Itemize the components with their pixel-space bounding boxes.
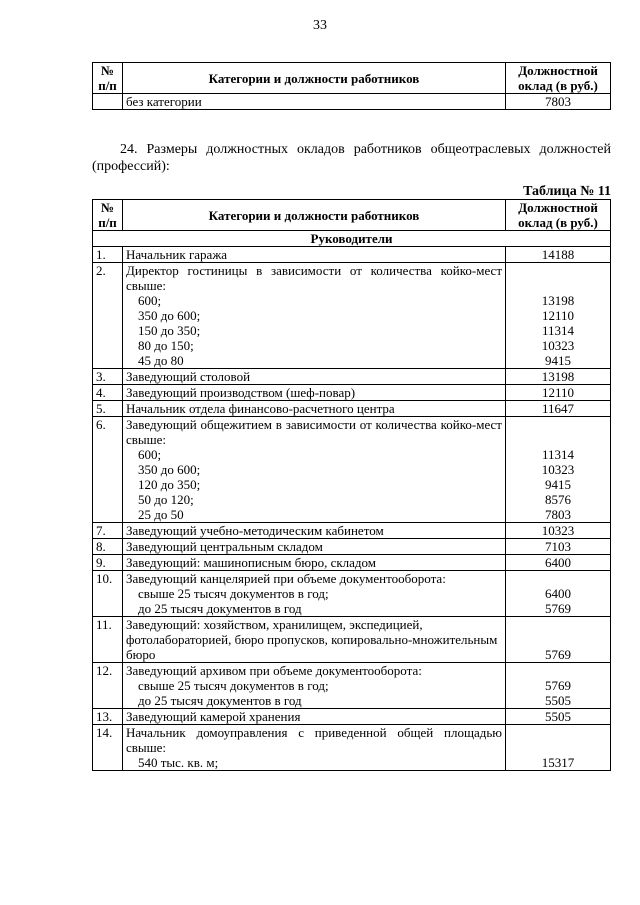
row-sub-item: до 25 тысяч документов в год [138, 601, 302, 616]
row-name-text: Директор гостиницы в зависимости от количества койко-мест свыше: [126, 263, 502, 293]
salary-table-11 [92, 199, 611, 771]
row-sub-salary: 5769 [545, 678, 571, 693]
row-salary-value: 7103 [545, 539, 571, 554]
row-name-text: Заведующий центральным складом [126, 539, 323, 554]
header-category: Категории и должности работников [123, 63, 506, 94]
row-salary-value: 5769 [545, 647, 571, 662]
row-sub-item: 25 до 50 [138, 507, 184, 522]
row-salary [506, 709, 611, 725]
row-salary-value: 6400 [545, 555, 571, 570]
row-salary [506, 263, 611, 369]
table-row [93, 539, 611, 555]
header-category: Категории и должности работников [123, 200, 506, 231]
row-num: 1. [93, 247, 123, 263]
row-salary [506, 617, 611, 663]
row-salary-value: 11647 [541, 401, 575, 416]
row-salary-value: 14188 [541, 247, 575, 262]
row-num: 8. [93, 539, 123, 555]
table-header-row [93, 63, 611, 94]
header-num: № п/п [93, 200, 123, 231]
row-name [123, 571, 506, 617]
row-name-text: Заведующий учебно-методическим кабинетом [126, 523, 384, 538]
row-name-text: Начальник домоуправления с приведенной общей площадью свыше: [126, 725, 502, 755]
table-row [93, 709, 611, 725]
row-sub-item: 350 до 600; [138, 462, 201, 477]
row-num: 2. [93, 263, 123, 369]
row-num: 5. [93, 401, 123, 417]
row-name [123, 555, 506, 571]
row-num: 9. [93, 555, 123, 571]
row-salary-value: 5505 [545, 709, 571, 724]
table-row [93, 401, 611, 417]
row-sub-item: свыше 25 тысяч документов в год; [138, 678, 329, 693]
row-name [123, 247, 506, 263]
row-salary [506, 539, 611, 555]
row-sub-item: свыше 25 тысяч документов в год; [138, 586, 329, 601]
row-salary [506, 247, 611, 263]
row-name [123, 523, 506, 539]
row-num [93, 94, 123, 110]
row-name-text: Начальник гаража [126, 247, 228, 262]
section-paragraph: 24. Размеры должностных окладов работников общеотраслевых должностей (профессий): [92, 142, 611, 174]
table-row [93, 94, 611, 110]
row-name: без категории [123, 94, 506, 110]
row-sub-item: 120 до 350; [138, 477, 201, 492]
row-num: 11. [93, 617, 123, 663]
row-salary [506, 385, 611, 401]
row-sub-salary: 5769 [545, 601, 571, 616]
row-salary: 7803 [506, 94, 611, 110]
row-sub-salary: 5505 [545, 693, 571, 708]
row-name [123, 539, 506, 555]
row-salary [506, 523, 611, 539]
header-num: № п/п [93, 63, 123, 94]
row-salary [506, 417, 611, 523]
row-name-text: Заведующий: хозяйством, хранилищем, экспедицией, фотолабораторией, бюро пропусков, копировально-множительным бюро [126, 617, 498, 662]
table-row [93, 385, 611, 401]
row-name [123, 369, 506, 385]
row-sub-salary: 10323 [541, 462, 575, 477]
row-sub-salary: 13198 [541, 293, 575, 308]
row-sub-salary: 12110 [541, 308, 575, 323]
row-sub-salary: 15317 [541, 755, 575, 770]
row-salary-value: 10323 [541, 523, 575, 538]
section-title: Руководители [93, 231, 611, 247]
row-sub-salary: 9415 [545, 477, 571, 492]
row-salary [506, 571, 611, 617]
row-name [123, 709, 506, 725]
table-row [93, 263, 611, 369]
row-name [123, 663, 506, 709]
table-row [93, 247, 611, 263]
row-sub-item: до 25 тысяч документов в год [138, 693, 302, 708]
row-sub-item: 80 до 150; [138, 338, 194, 353]
row-sub-salary: 11314 [541, 323, 575, 338]
header-salary: Должностной оклад (в руб.) [506, 63, 611, 94]
table-header-row [93, 200, 611, 231]
row-sub-item: 45 до 80 [138, 353, 184, 368]
row-salary-value: 12110 [541, 385, 575, 400]
row-name [123, 725, 506, 771]
row-num: 12. [93, 663, 123, 709]
row-sub-salary: 8576 [545, 492, 571, 507]
row-name [123, 617, 506, 663]
row-name-text: Заведующий общежитием в зависимости от количества койко-мест свыше: [126, 417, 502, 447]
row-salary-list [509, 447, 607, 522]
table-row [93, 417, 611, 523]
row-name-text: Заведующий: машинописным бюро, складом [126, 555, 377, 570]
row-sub-salary: 11314 [541, 447, 575, 462]
row-num: 3. [93, 369, 123, 385]
salary-table-continued [92, 62, 611, 110]
row-num: 7. [93, 523, 123, 539]
row-name-text: Начальник отдела финансово-расчетного центра [126, 401, 395, 416]
table-row [93, 555, 611, 571]
row-salary-list [509, 293, 607, 368]
row-name [123, 263, 506, 369]
row-sub-salary: 6400 [545, 586, 571, 601]
table-row [93, 725, 611, 771]
row-sub-item: 50 до 120; [138, 492, 194, 507]
row-name-text: Заведующий канцелярией при объеме документооборота: [126, 571, 446, 586]
row-salary [506, 663, 611, 709]
row-sub-salary: 10323 [541, 338, 575, 353]
row-name-text: Заведующий архивом при объеме документооборота: [126, 663, 422, 678]
row-sub-item: 600; [138, 293, 162, 308]
table-row [93, 523, 611, 539]
row-name-text: Заведующий производством (шеф-повар) [126, 385, 356, 400]
row-salary-list [509, 678, 607, 708]
table-label: Таблица № 11 [523, 184, 611, 199]
row-name [123, 401, 506, 417]
row-sub-item: 600; [138, 447, 162, 462]
table-row [93, 369, 611, 385]
row-sub-salary: 7803 [545, 507, 571, 522]
row-salary [506, 369, 611, 385]
table-row [93, 571, 611, 617]
row-num: 6. [93, 417, 123, 523]
row-salary-value: 13198 [541, 369, 575, 384]
row-sub-item: 350 до 600; [138, 308, 201, 323]
row-sub-salary: 9415 [545, 353, 571, 368]
table-body [93, 247, 611, 771]
row-sub-item: 540 тыс. кв. м; [138, 755, 219, 770]
row-salary [506, 401, 611, 417]
row-salary-list [509, 755, 607, 770]
page-number: 33 [313, 18, 327, 33]
row-name-text: Заведующий столовой [126, 369, 251, 384]
row-salary-list [509, 586, 607, 616]
row-salary [506, 725, 611, 771]
section-row [93, 231, 611, 247]
table-row [93, 663, 611, 709]
row-name [123, 417, 506, 523]
row-salary [506, 555, 611, 571]
row-num: 4. [93, 385, 123, 401]
row-name [123, 385, 506, 401]
row-num: 13. [93, 709, 123, 725]
row-num: 14. [93, 725, 123, 771]
row-sub-item: 150 до 350; [138, 323, 201, 338]
header-salary: Должностной оклад (в руб.) [506, 200, 611, 231]
table-row [93, 617, 611, 663]
row-name-text: Заведующий камерой хранения [126, 709, 301, 724]
row-num: 10. [93, 571, 123, 617]
